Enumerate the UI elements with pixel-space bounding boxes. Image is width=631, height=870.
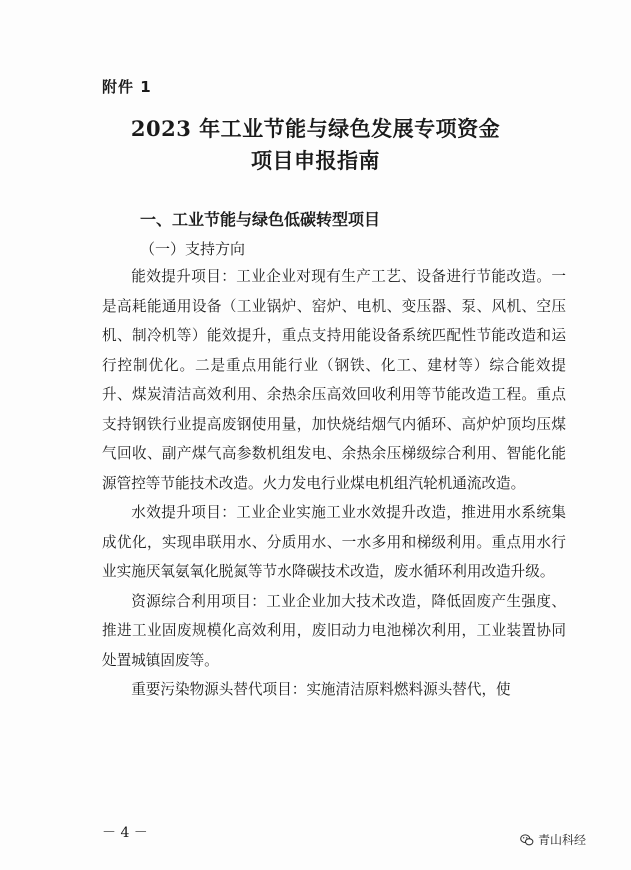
attachment-label: 附件 1 bbox=[102, 78, 152, 96]
paragraph-resource-utilization: 资源综合利用项目：工业企业加大技术改造，降低固废产生强度、推进工业固废规模化高效利用，废旧动力电池梯次利用，工业装置协同处置城镇固废等。 bbox=[102, 592, 566, 669]
paragraph-water-efficiency: 水效提升项目：工业企业实施工业水效提升改造，推进用水系统集成优化，实现串联用水、分质用水、一水多用和梯级利用。重点用水行业实施厌氧氨氧化脱氮等节水降碳技术改造，废水循环利用改造升级。 bbox=[102, 504, 566, 580]
paragraph-energy-efficiency: 能效提升项目：工业企业对现有生产工艺、设备进行节能改造。一是高耗能通用设备（工业锅炉、窑炉、电机、变压器、泵、风机、空压机、制冷机等）能效提升，重点支持用能设备系统匹配性节能改造和运行控制优化。二是重点用能行业（钢铁、化工、建材等）综合能效提升、煤炭清洁高效利用、余热余压高效回收利用等节能改造工程。重点支持钢铁行业提高废钢使用量，加快烧结烟气内循环、高炉炉顶均压煤气回收、副产煤气高参数机组发电、余热余压梯级综合利用、智能化能源管控等节能技术改造。火力发电行业煤电机组汽轮机通流改造。 bbox=[102, 268, 566, 492]
body-text bbox=[102, 262, 566, 705]
section-subheading: （一）支持方向 bbox=[140, 240, 246, 258]
paragraph-pollutant-substitution: 重要污染物源头替代项目：实施清洁原料燃料源头替代，使 bbox=[131, 681, 511, 698]
page-number: － 4 － bbox=[102, 825, 148, 841]
section-heading: 一、工业节能与绿色低碳转型项目 bbox=[140, 210, 381, 229]
document-title-line-2: 项目申报指南 bbox=[251, 148, 380, 173]
watermark-text: 青山科经 bbox=[538, 833, 587, 847]
wechat-icon bbox=[520, 833, 534, 847]
watermark bbox=[520, 831, 586, 848]
document-title-line-1: 2023 年工业节能与绿色发展专项资金 bbox=[130, 116, 501, 141]
